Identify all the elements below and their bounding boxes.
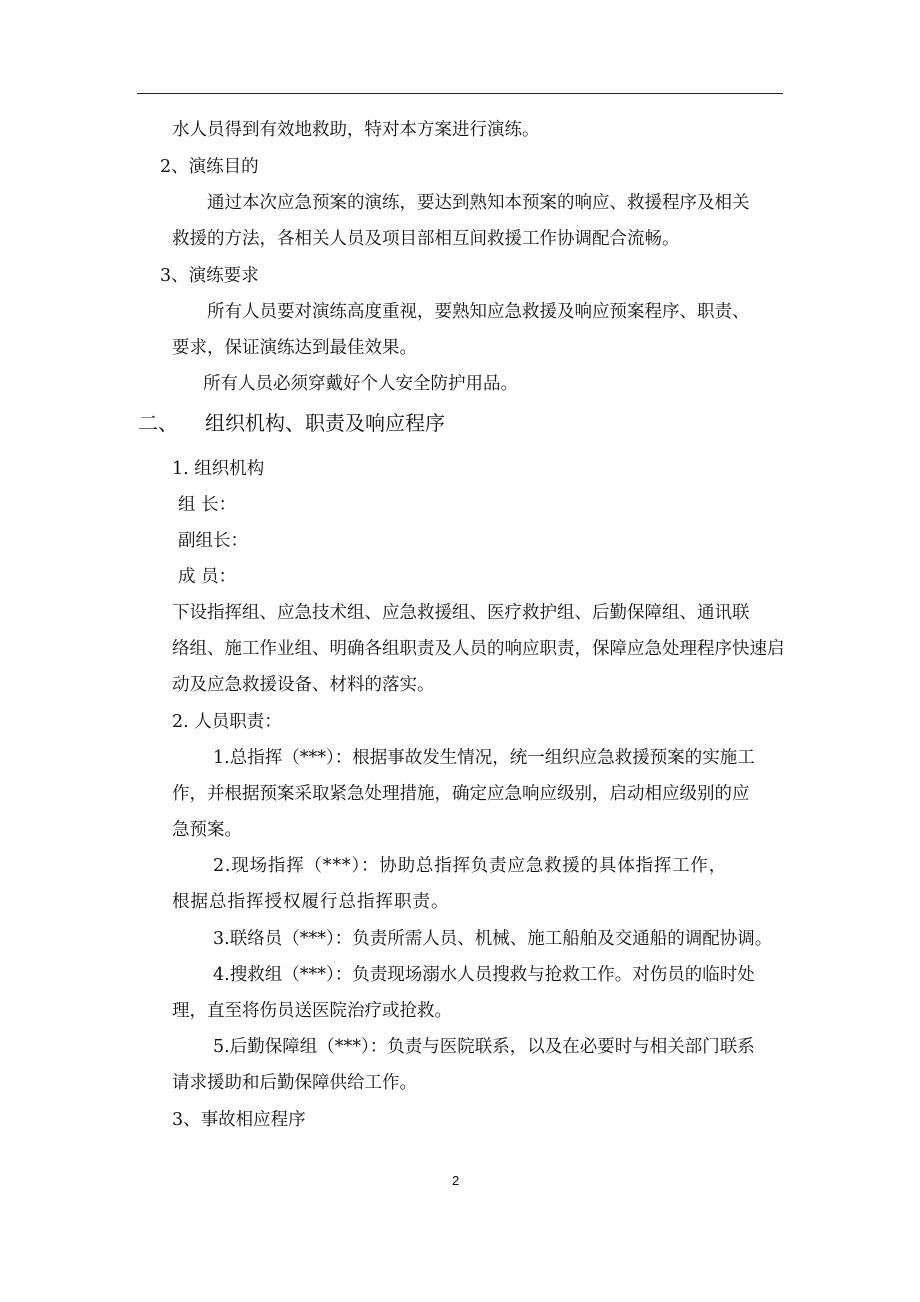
subheading-drill-purpose: 2、演练目的 [160, 157, 259, 177]
duty-line: 4.搜救组（***）：负责现场溺水人员搜救与抢救工作。对伤员的临时处 [213, 965, 755, 985]
duty-line: 作，并根据预案采取紧急处理措施，确定应急响应级别，启动相应级别的应 [172, 784, 750, 804]
body-line: 动及应急救援设备、材料的落实。 [172, 675, 435, 695]
org-deputy-leader: 副组长： [178, 531, 248, 551]
duty-line: 急预案。 [172, 820, 242, 840]
body-line: 水人员得到有效地救助，特对本方案进行演练。 [172, 120, 540, 140]
subheading-procedure: 3、事故相应程序 [172, 1110, 306, 1130]
section-number: 二、 [138, 411, 178, 435]
page-number: 2 [452, 1173, 460, 1188]
duty-line: 2.现场指挥（***）：协助总指挥负责应急救援的具体指挥工作， [213, 856, 727, 876]
body-line: 要求，保证演练达到最佳效果。 [172, 338, 417, 358]
duty-line: 请求援助和后勤保障供给工作。 [172, 1073, 417, 1093]
body-line: 下设指挥组、应急技术组、应急救援组、医疗救护组、后勤保障组、通讯联 [172, 603, 750, 623]
body-line: 通过本次应急预案的演练，要达到熟知本预案的响应、救援程序及相关 [207, 193, 750, 213]
body-line: 所有人员要对演练高度重视，要熟知应急救援及响应预案程序、职责、 [207, 302, 750, 322]
subheading-duties: 2. 人员职责： [172, 712, 282, 732]
duty-line: 3.联络员（***）：负责所需人员、机械、施工船舶及交通船的调配协调。 [213, 929, 773, 949]
body-line: 所有人员必须穿戴好个人安全防护用品。 [203, 374, 518, 394]
body-line: 救援的方法，各相关人员及项目部相互间救援工作协调配合流畅。 [172, 229, 680, 249]
org-members: 成 员： [178, 567, 237, 587]
duty-line: 理，直至将伤员送医院治疗或抢救。 [172, 1001, 452, 1021]
header-rule [137, 93, 783, 94]
subheading-organization: 1. 组织机构 [172, 459, 265, 479]
body-line: 络组、施工作业组、明确各组职责及人员的响应职责，保障应急处理程序快速启 [172, 639, 785, 659]
duty-line: 根据总指挥授权履行总指挥职责。 [172, 892, 450, 912]
section-title: 组织机构、职责及响应程序 [205, 411, 445, 435]
org-leader: 组 长： [178, 495, 237, 515]
subheading-drill-requirements: 3、演练要求 [160, 266, 259, 286]
duty-line: 1.总指挥（***）：根据事故发生情况，统一组织应急救援预案的实施工 [213, 748, 755, 768]
duty-line: 5.后勤保障组（***）：负责与医院联系，以及在必要时与相关部门联系 [213, 1037, 755, 1057]
